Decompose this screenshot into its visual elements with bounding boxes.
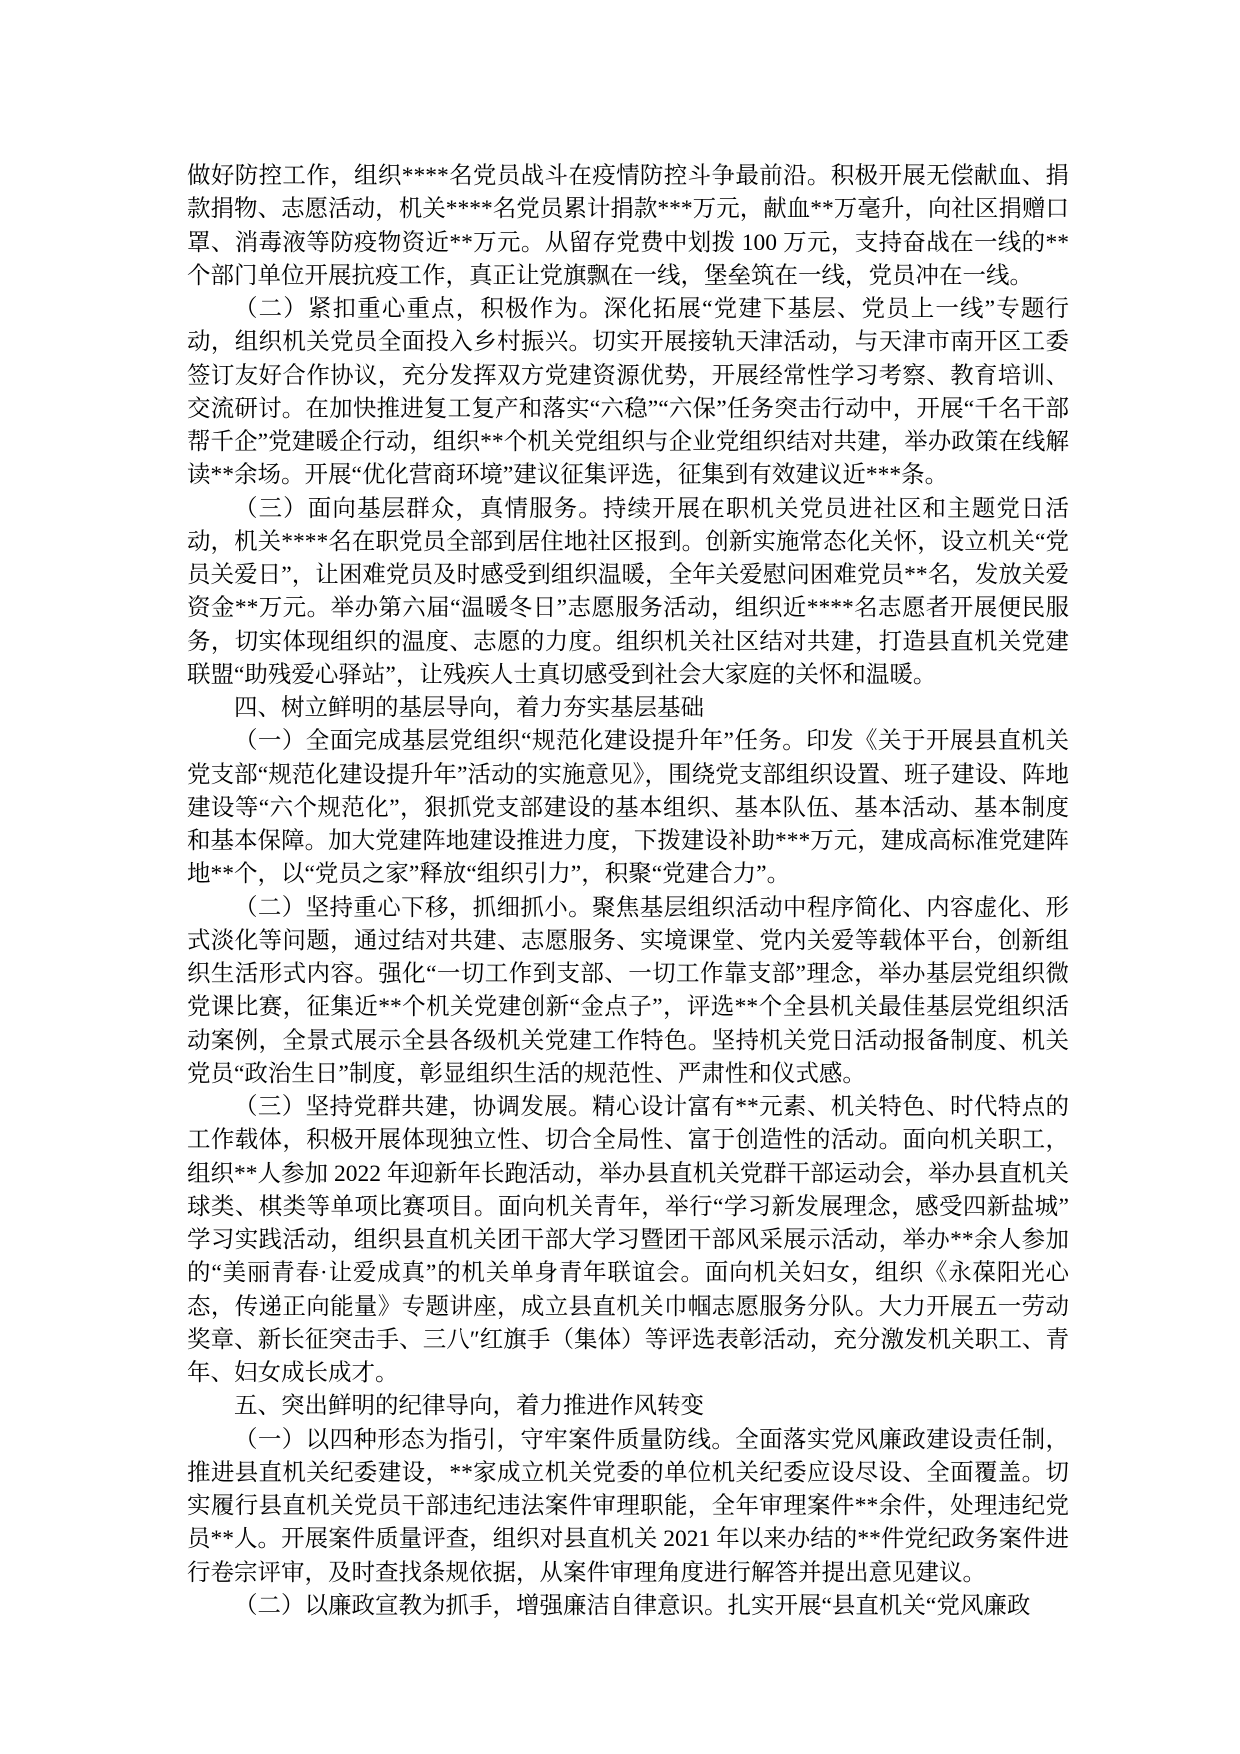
paragraph: （二）坚持重心下移，抓细抓小。聚焦基层组织活动中程序简化、内容虚化、形式淡化等问题，通过结对共建、志愿服务、实境课堂、党内关爱等载体平台，创新组织生活形式内容。强化“一切工作到支部、一切工作靠支部”理念，举办基层党组织微党课比赛，征集近**个机关党建创新“金点子”，评选**个全县机关最佳基层党组织活动案例，全景式展示全县各级机关党建工作特色。坚持机关党日活动报备制度、机关党员“政治生日”制度，彰显组织生活的规范性、严肃性和仪式感。 [187,894,1069,1087]
paragraph: （二）紧扣重心重点，积极作为。深化拓展“党建下基层、党员上一线”专题行动，组织机关党员全面投入乡村振兴。切实开展接轨天津活动，与天津市南开区工委签订友好合作协议，充分发挥双方党建资源优势，开展经常性学习考察、教育培训、交流研讨。在加快推进复工复产和落实“六稳”“六保”任务突击行动中，开展“千名干部帮千企”党建暖企行动，组织**个机关党组织与企业党组织结对共建，举办政策在线解读**余场。开展“优化营商环境”建议征集评选，征集到有效建议近***条。 [187,296,1069,489]
document-text-block [187,160,1069,1623]
paragraph-continuation: 做好防控工作，组织****名党员战斗在疫情防控斗争最前沿。积极开展无偿献血、捐款捐物、志愿活动，机关****名党员累计捐款***万元，献血**万毫升，向社区捐赠口罩、消毒液等防疫物资近**万元。从留存党费中划拨 100 万元，支持奋战在一线的**个部门单位开展抗疫工作，真正让党旗飘在一线，堡垒筑在一线，党员冲在一线。 [187,163,1069,289]
section-heading: 四、树立鲜明的基层导向，着力夯实基层基础 [234,695,704,721]
section-heading: 五、突出鲜明的纪律导向，着力推进作风转变 [234,1393,704,1420]
paragraph: （三）面向基层群众，真情服务。持续开展在职机关党员进社区和主题党日活动，机关****名在职党员全部到居住地社区报到。创新实施常态化关怀，设立机关“党员关爱日”，让困难党员及时感受到组织温暖，全年关爱慰问困难党员**名，发放关爱资金**万元。举办第六届“温暖冬日”志愿服务活动，组织近****名志愿者开展便民服务，切实体现组织的温度、志愿的力度。组织机关社区结对共建，打造县直机关党建联盟“助残爱心驿站”，让残疾人士真切感受到社会大家庭的关怀和温暖。 [187,495,1069,688]
paragraph: （一）以四种形态为指引，守牢案件质量防线。全面落实党风廉政建设责任制，推进县直机关纪委建设，**家成立机关党委的单位机关纪委应设尽设、全面覆盖。切实履行县直机关党员干部违纪违法案件审理职能，全年审理案件**余件，处理违纪党员**人。开展案件质量评查，组织对县直机关 2021 年以来办结的**件党纪政务案件进行卷宗评审，及时查找条规依据，从案件审理角度进行解答并提出意见建议。 [187,1426,1069,1586]
paragraph: （二）以廉政宣教为抓手，增强廉洁自律意识。扎实开展“县直机关“党风廉政 [234,1592,1031,1619]
paragraph: （三）坚持党群共建，协调发展。精心设计富有**元素、机关特色、时代特点的工作载体，积极开展体现独立性、切合全局性、富于创造性的活动。面向机关职工，组织**人参加 2022 年迎新年长跑活动，举办县直机关党群干部运动会，举办县直机关球类、棋类等单项比赛项目。面向机关青年，举行“学习新发展理念，感受四新盐城”学习实践活动，组织县直机关团干部大学习暨团干部风采展示活动，举办**余人参加的“美丽青春·让爱成真”的机关单身青年联谊会。面向机关妇女，组织《永葆阳光心态，传递正向能量》专题讲座，成立县直机关巾帼志愿服务分队。大力开展五一劳动奖章、新长征突击手、三八″红旗手（集体）等评选表彰活动，充分激发机关职工、青年、妇女成长成才。 [187,1094,1069,1386]
paragraph: （一）全面完成基层党组织“规范化建设提升年”任务。印发《关于开展县直机关党支部“规范化建设提升年”活动的实施意见》，围绕党支部组织设置、班子建设、阵地建设等“六个规范化”，狠抓党支部建设的基本组织、基本队伍、基本活动、基本制度和基本保障。加大党建阵地建设推进力度，下拨建设补助***万元，建成高标准党建阵地**个，以“党员之家”释放“组织引力”，积聚“党建合力”。 [187,728,1069,888]
